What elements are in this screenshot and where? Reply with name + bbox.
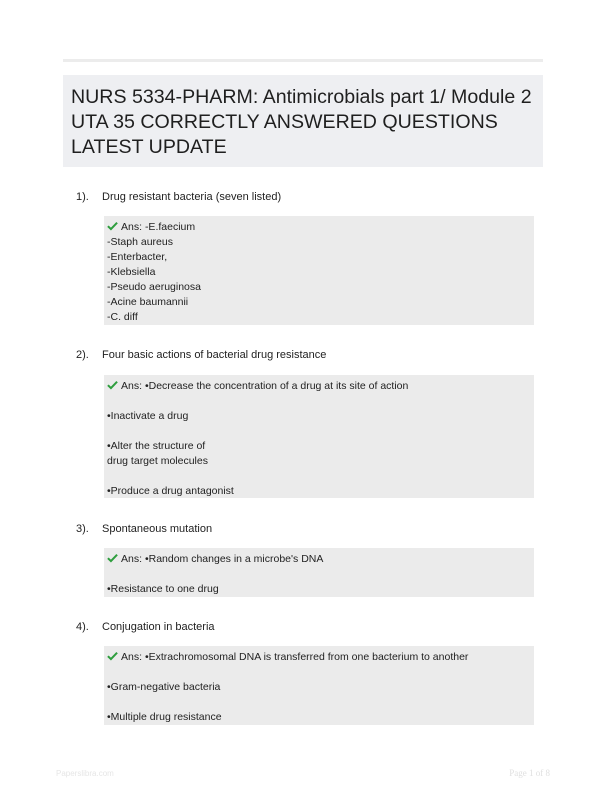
answer-text: •Extrachromosomal DNA is transferred from one bacterium to another	[144, 651, 469, 663]
check-icon	[107, 221, 118, 231]
answer-prefix: Ans:	[121, 553, 145, 565]
answer-line	[107, 552, 531, 567]
answer-line: •Produce a drug antagonist	[107, 485, 234, 497]
document-title: NURS 5334-PHARM: Antimicrobials part 1/ Module 2 UTA 35 CORRECTLY ANSWERED QUESTIONS LATEST UPDATE	[71, 86, 532, 158]
answer-line: •Multiple drug resistance	[107, 711, 222, 723]
answer-line: •Resistance to one drug	[107, 583, 219, 595]
answer-line: -Pseudo aeruginosa	[107, 281, 201, 293]
answer-box	[104, 375, 534, 498]
answer-line: -C. diff	[107, 311, 138, 323]
answer-text: •Decrease the concentration of a drug at its site of action	[144, 380, 409, 392]
question-number: 2).	[76, 349, 89, 361]
answer-box	[104, 216, 534, 325]
answer-prefix: Ans:	[121, 221, 145, 233]
answer-spacer	[107, 567, 531, 582]
answer-spacer	[107, 424, 531, 439]
title-banner	[63, 75, 543, 167]
question-number: 1).	[76, 191, 89, 203]
answer-line: -Staph aureus	[107, 236, 173, 248]
answer-line: -Enterbacter,	[107, 251, 168, 263]
top-divider	[63, 59, 543, 62]
answer-text: •Random changes in a microbe's DNA	[144, 553, 324, 565]
answer-box	[104, 646, 534, 725]
question-number: 4).	[76, 621, 89, 633]
answer-prefix: Ans:	[121, 380, 145, 392]
check-icon	[107, 651, 118, 661]
answer-text: -E.faecium	[144, 221, 196, 233]
page-number: Page 1 of 8	[509, 768, 550, 778]
answer-spacer	[107, 469, 531, 484]
answer-spacer	[107, 695, 531, 710]
answer-prefix: Ans:	[121, 651, 145, 663]
question-text: Spontaneous mutation	[102, 523, 213, 535]
answer-box	[104, 548, 534, 597]
answer-line	[107, 379, 531, 394]
answer-spacer	[107, 665, 531, 680]
check-icon	[107, 380, 118, 390]
answer-line: •Inactivate a drug	[107, 410, 189, 422]
answer-line: -Klebsiella	[107, 266, 156, 278]
question-number: 3).	[76, 523, 89, 535]
answer-line: -Acine baumannii	[107, 296, 189, 308]
question-text: Drug resistant bacteria (seven listed)	[102, 191, 282, 203]
question-text: Four basic actions of bacterial drug resistance	[102, 349, 327, 361]
answer-line: drug target molecules	[107, 455, 208, 467]
answer-line	[107, 220, 531, 235]
answer-spacer	[107, 394, 531, 409]
check-icon	[107, 553, 118, 563]
question-text: Conjugation in bacteria	[102, 621, 215, 633]
footer-watermark: Paperslibra.com	[56, 769, 114, 778]
answer-line: •Alter the structure of	[107, 440, 206, 452]
answer-line	[107, 650, 531, 665]
answer-line: •Gram-negative bacteria	[107, 681, 221, 693]
